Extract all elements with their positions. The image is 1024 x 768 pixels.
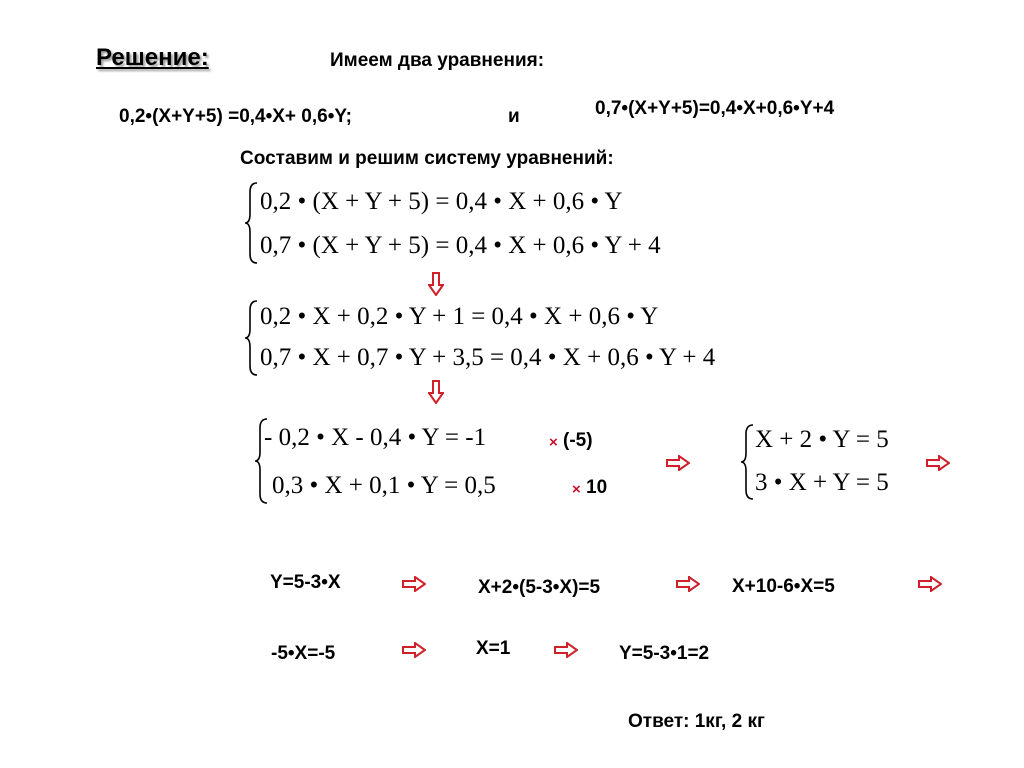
step-1: Y=5-3•X [270, 572, 341, 593]
system-1-brace [244, 182, 258, 264]
system-2-line-2: 0,7 • X + 0,7 • Y + 3,5 = 0,4 • X + 0,6 • Y + 4 [260, 344, 716, 371]
step-3: X+10-6•X=5 [732, 576, 835, 597]
step-4: -5•X=-5 [271, 643, 336, 664]
step-2: X+2•(5-3•X)=5 [478, 577, 601, 598]
step-5: X=1 [476, 638, 511, 659]
system-1-line-1: 0,2 • (X + Y + 5) = 0,4 • X + 0,6 • Y [260, 188, 623, 215]
right-arrow-icon [918, 576, 942, 592]
equation-1: 0,2•(X+Y+5) =0,4•X+ 0,6•Y; [119, 106, 352, 127]
right-arrow-icon [666, 455, 690, 471]
right-arrow-icon [402, 642, 426, 658]
system-1-line-2: 0,7 • (X + Y + 5) = 0,4 • X + 0,6 • Y + 4 [260, 232, 661, 259]
right-arrow-icon [926, 455, 950, 471]
multiply-icon: × [549, 434, 558, 451]
right-arrow-icon [554, 642, 578, 658]
multiply-icon: × [572, 481, 581, 498]
system-3-line-2: 0,3 • X + 0,1 • Y = 0,5 [272, 472, 496, 499]
step-6: Y=5-3•1=2 [619, 643, 710, 664]
multiplier-1: (-5) [563, 430, 593, 451]
conjunction-and: и [508, 106, 520, 127]
system-4-line-1: X + 2 • Y = 5 [755, 426, 889, 453]
answer-text: Ответ: 1кг, 2 кг [628, 711, 765, 732]
down-arrow-icon [428, 272, 444, 296]
page-title: Решение: [96, 44, 209, 71]
system-4-line-2: 3 • X + Y = 5 [755, 469, 889, 496]
multiplier-2: 10 [586, 477, 608, 498]
down-arrow-icon [428, 380, 444, 404]
system-3-line-1: - 0,2 • X - 0,4 • Y = -1 [264, 424, 487, 451]
system-4-brace [740, 424, 754, 500]
system-2-line-1: 0,2 • X + 0,2 • Y + 1 = 0,4 • X + 0,6 • Y [260, 303, 659, 330]
compose-system-text: Составим и решим систему уравнений: [240, 148, 614, 169]
intro-text: Имеем два уравнения: [330, 50, 545, 71]
equation-2: 0,7•(X+Y+5)=0,4•X+0,6•Y+4 [595, 98, 835, 119]
system-2-brace [244, 300, 258, 376]
right-arrow-icon [402, 576, 426, 592]
right-arrow-icon [676, 576, 700, 592]
